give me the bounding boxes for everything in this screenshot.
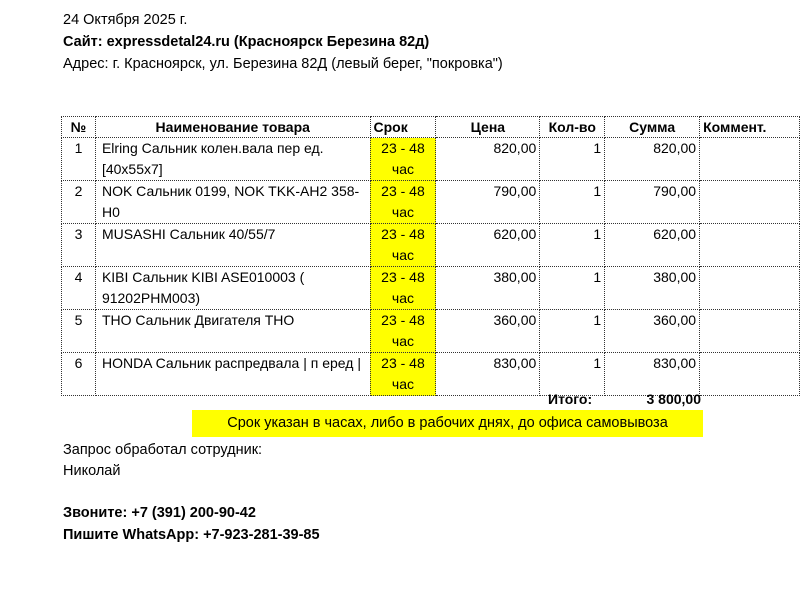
qty-cell: 1: [540, 138, 605, 181]
delivery-term: 23 - 48 час: [370, 138, 436, 181]
price-cell: 830,00: [436, 353, 540, 396]
col-header-name: Наименование товара: [95, 117, 370, 138]
product-name: Elring Сальник колен.вала пер ед. [40x55x7]: [95, 138, 370, 181]
delivery-term: 23 - 48 час: [370, 224, 436, 267]
row-number: 4: [62, 267, 96, 310]
items-table: [61, 116, 800, 396]
address-line: Адрес: г. Красноярск, ул. Березина 82Д (левый берег, "покровка"): [63, 56, 503, 72]
sum-cell: 620,00: [605, 224, 700, 267]
col-header-number: №: [62, 117, 96, 138]
sum-cell: 820,00: [605, 138, 700, 181]
delivery-term: 23 - 48 час: [370, 267, 436, 310]
table-row: [62, 310, 800, 353]
col-header-comment: Коммент.: [700, 117, 800, 138]
product-name: NOK Сальник 0199, NOK TKK-AH2 358-H0: [95, 181, 370, 224]
table-row: [62, 181, 800, 224]
col-header-qty: Кол-во: [540, 117, 605, 138]
price-cell: 620,00: [436, 224, 540, 267]
comment-cell: [700, 353, 800, 396]
row-number: 3: [62, 224, 96, 267]
price-cell: 360,00: [436, 310, 540, 353]
delivery-term: 23 - 48 час: [370, 181, 436, 224]
price-cell: 820,00: [436, 138, 540, 181]
delivery-term: 23 - 48 час: [370, 310, 436, 353]
qty-cell: 1: [540, 181, 605, 224]
qty-cell: 1: [540, 267, 605, 310]
employee-name: Николай: [63, 463, 121, 479]
total-label: Итого:: [548, 391, 593, 407]
row-number: 6: [62, 353, 96, 396]
comment-cell: [700, 310, 800, 353]
sum-cell: 790,00: [605, 181, 700, 224]
sum-cell: 360,00: [605, 310, 700, 353]
site-line: Сайт: expressdetal24.ru (Красноярск Березина 82д): [63, 34, 430, 50]
qty-cell: 1: [540, 224, 605, 267]
table-row: [62, 138, 800, 181]
product-name: THO Сальник Двигателя THO: [95, 310, 370, 353]
row-number: 1: [62, 138, 96, 181]
whatsapp-line: Пишите WhatsApp: +7-923-281-39-85: [63, 527, 320, 543]
total-value: 3 800,00: [646, 391, 701, 407]
qty-cell: 1: [540, 353, 605, 396]
qty-cell: 1: [540, 310, 605, 353]
table-row: [62, 353, 800, 396]
table-row: [62, 267, 800, 310]
product-name: KIBI Сальник KIBI ASE010003 ( 91202PHM003): [95, 267, 370, 310]
sum-cell: 380,00: [605, 267, 700, 310]
col-header-sum: Сумма: [605, 117, 700, 138]
sum-cell: 830,00: [605, 353, 700, 396]
row-number: 2: [62, 181, 96, 224]
col-header-term: Срок: [370, 117, 436, 138]
comment-cell: [700, 181, 800, 224]
delivery-term: 23 - 48 час: [370, 353, 436, 396]
comment-cell: [700, 138, 800, 181]
col-header-price: Цена: [436, 117, 540, 138]
product-name: HONDA Сальник распредвала | п еред |: [95, 353, 370, 396]
row-number: 5: [62, 310, 96, 353]
document-date: 24 Октября 2025 г.: [63, 12, 188, 28]
call-line: Звоните: +7 (391) 200-90-42: [63, 505, 256, 521]
comment-cell: [700, 224, 800, 267]
term-note: Срок указан в часах, либо в рабочих днях, до офиса самовывоза: [192, 410, 703, 437]
comment-cell: [700, 267, 800, 310]
processed-by-label: Запрос обработал сотрудник:: [63, 442, 263, 458]
product-name: MUSASHI Сальник 40/55/7: [95, 224, 370, 267]
table-row: [62, 224, 800, 267]
table-header-row: [62, 117, 800, 138]
price-cell: 380,00: [436, 267, 540, 310]
price-cell: 790,00: [436, 181, 540, 224]
